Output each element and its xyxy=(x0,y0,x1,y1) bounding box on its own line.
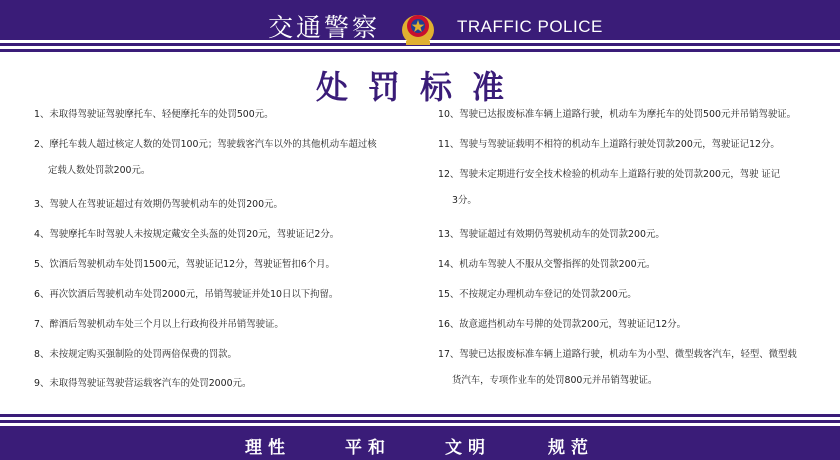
page-title: 处罚标准 xyxy=(315,68,524,106)
rule-item: 11、驾驶与驾驶证载明不相符的机动车上道路行驶处罚款200元，驾驶证记12分。 xyxy=(438,139,780,150)
footer-stripe xyxy=(0,420,840,423)
rule-item: 17、驾驶已达报废标准车辆上道路行驶，机动车为小型、微型载客汽车，轻型、微型载 货汽车，专项作业车的处罚800元并吊销驾驶证。 xyxy=(438,349,797,386)
rule-item: 16、故意遮挡机动车号牌的处罚款200元，驾驶证记12分。 xyxy=(438,319,687,330)
rule-item: 7、醉酒后驾驶机动车处三个月以上行政拘役并吊销驾驶证。 xyxy=(34,319,284,330)
slogan-rational: 理性 xyxy=(245,438,291,458)
rule-item: 1、未取得驾驶证驾驶摩托车、轻便摩托车的处罚500元。 xyxy=(34,109,274,120)
slogan-civilized: 文明 xyxy=(445,438,491,458)
rule-item: 14、机动车驾驶人不服从交警指挥的处罚款200元。 xyxy=(438,259,656,270)
rule-item: 9、未取得驾驶证驾驶营运载客汽车的处罚2000元。 xyxy=(34,378,252,389)
rule-item: 3、驾驶人在驾驶证超过有效期仍驾驶机动车的处罚200元。 xyxy=(34,199,283,210)
rule-item: 10、驾驶已达报废标准车辆上道路行驶，机动车为摩托车的处罚500元并吊销驾驶证。 xyxy=(438,109,796,120)
footer-stripe xyxy=(0,414,840,417)
header-title-cn: 交通警察 xyxy=(268,13,381,42)
header-title-en: TRAFFIC POLICE xyxy=(457,17,603,36)
rule-item: 15、不按规定办理机动车登记的处罚款200元。 xyxy=(438,289,637,300)
rule-item: 12、驾驶未定期进行安全技术检验的机动车上道路行驶的处罚款200元，驾驶 证记 3分。 xyxy=(438,169,781,206)
slogan-standard: 规范 xyxy=(548,438,594,458)
police-emblem-icon xyxy=(400,8,436,48)
slogan-peaceful: 平和 xyxy=(345,438,391,458)
rule-item: 2、摩托车载人超过核定人数的处罚100元；驾驶载客汽车以外的其他机动车超过核 定载人数处罚款200元。 xyxy=(34,139,377,176)
footer-band xyxy=(0,426,840,460)
rule-item: 5、饮酒后驾驶机动车处罚1500元，驾驶证记12分，驾驶证暂扣6个月。 xyxy=(34,259,335,270)
rule-item: 6、再次饮酒后驾驶机动车处罚2000元，吊销驾驶证并处10日以下拘留。 xyxy=(34,289,339,300)
rule-item: 4、驾驶摩托车时驾驶人未按规定戴安全头盔的处罚20元，驾驶证记2分。 xyxy=(34,229,340,240)
rule-item: 13、驾驶证超过有效期仍驾驶机动车的处罚款200元。 xyxy=(438,229,665,240)
rule-item: 8、未按规定购买强制险的处罚两倍保费的罚款。 xyxy=(34,349,237,360)
